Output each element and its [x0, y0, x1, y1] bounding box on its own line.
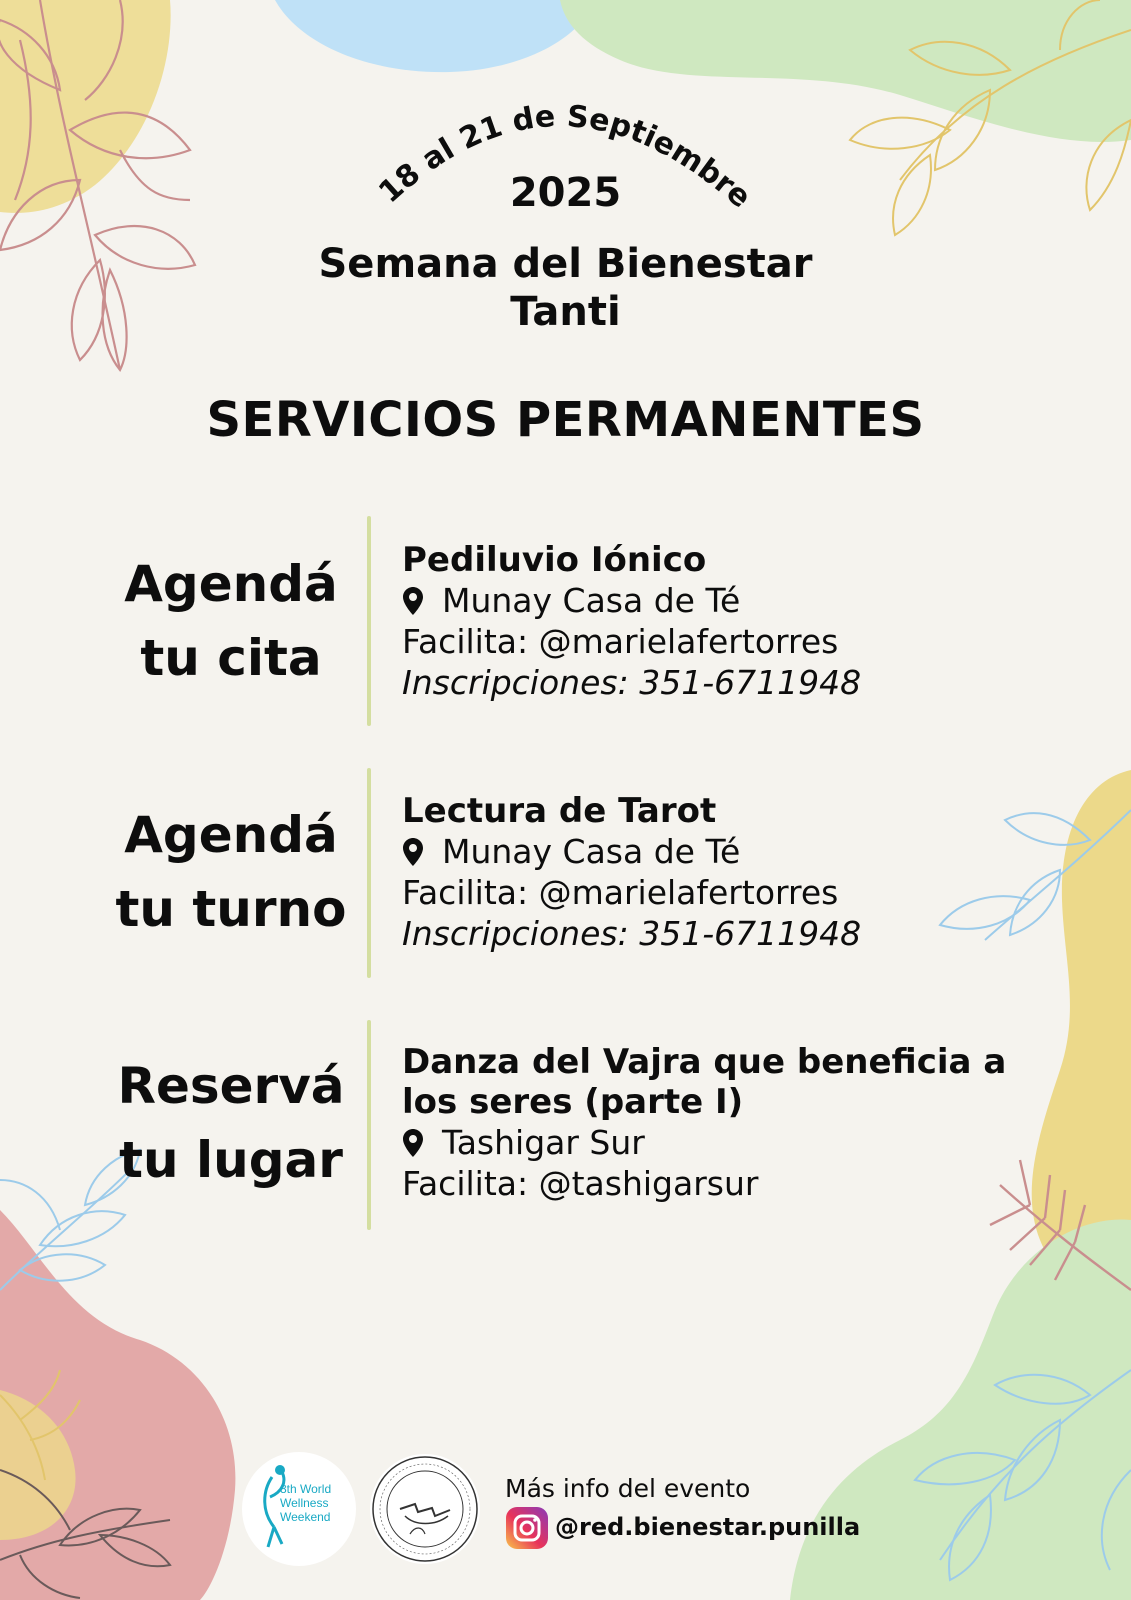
service-cta: [95, 547, 367, 695]
cta-line2: tu turno: [115, 880, 347, 938]
event-dates-text: 18 al 21 de Septiembre: [372, 99, 758, 216]
service-facilitator: Facilita: @marielafertorres: [402, 873, 839, 912]
service-cta: [95, 1049, 367, 1197]
cta-line2: tu lugar: [119, 1131, 343, 1189]
event-title-line2: Tanti: [510, 289, 621, 335]
divider: [367, 768, 371, 978]
location-text: Munay Casa de Té: [442, 581, 741, 620]
red-bienestar-seal-icon: [370, 1454, 480, 1564]
section-heading: SERVICIOS PERMANENTES: [206, 392, 925, 448]
service-facilitator: Facilita: @tashigarsur: [402, 1164, 759, 1203]
location-pin-icon: [402, 837, 424, 867]
blob-bottom-left: [0, 1210, 235, 1600]
service-title-line2: los seres (parte I): [402, 1082, 744, 1122]
event-title: [0, 240, 1131, 336]
divider: [367, 516, 371, 726]
world-wellness-weekend-logo: [242, 1452, 356, 1566]
service-location: [402, 831, 1042, 872]
wellness-logo-line1: 8th World: [280, 1482, 332, 1496]
service-location: [402, 580, 1042, 621]
service-card: [402, 1042, 1042, 1204]
service-title-line1: Danza del Vajra que beneficia a: [402, 1042, 1007, 1082]
cta-line1: Reservá: [117, 1057, 345, 1115]
service-card: [402, 791, 1042, 954]
wellness-logo-line2: Wellness: [280, 1496, 329, 1510]
registration-value: : 351-6711948: [617, 914, 862, 953]
service-title: Lectura de Tarot: [402, 791, 717, 831]
divider: [367, 1020, 371, 1230]
event-year: 2025: [509, 170, 622, 216]
instagram-link[interactable]: [505, 1506, 860, 1550]
service-location: [402, 1122, 1042, 1163]
service-registration: [402, 913, 1042, 954]
location-text: Tashigar Sur: [442, 1123, 645, 1162]
event-title-line1: Semana del Bienestar: [318, 241, 813, 287]
service-cta: [95, 798, 367, 946]
cta-line1: Agendá: [124, 806, 338, 864]
service-card: [402, 540, 1042, 703]
more-info-text: Más info del evento: [505, 1474, 751, 1503]
wellness-logo-line3: Weekend: [280, 1510, 331, 1524]
instagram-handle[interactable]: @red.bienestar.punilla: [555, 1513, 861, 1541]
instagram-icon: [505, 1506, 549, 1550]
location-pin-icon: [402, 586, 424, 616]
service-registration: [402, 662, 1042, 703]
location-text: Munay Casa de Té: [442, 832, 741, 871]
cta-line2: tu cita: [140, 629, 322, 687]
registration-value: : 351-6711948: [617, 663, 862, 702]
cta-line1: Agendá: [124, 555, 338, 613]
event-dates: [0, 0, 1131, 260]
registration-label: Inscripciones: [402, 914, 618, 953]
location-pin-icon: [402, 1128, 424, 1158]
wellness-logo-text: [280, 1482, 356, 1524]
service-title: Pediluvio Iónico: [402, 540, 707, 580]
service-facilitator: Facilita: @marielafertorres: [402, 622, 839, 661]
red-bienestar-seal-logo: [370, 1454, 480, 1564]
registration-label: Inscripciones: [402, 663, 618, 702]
